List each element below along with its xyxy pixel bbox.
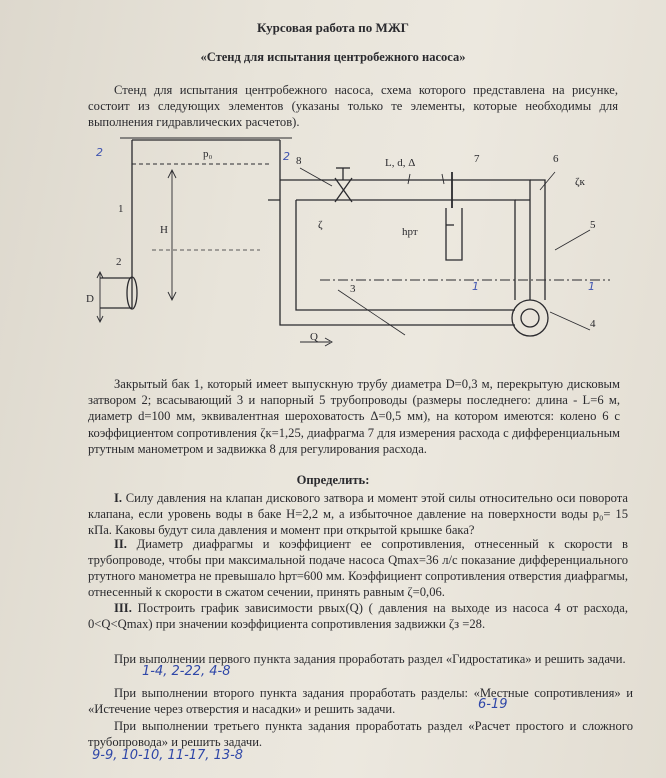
label-L: L, d, Δ (385, 157, 416, 169)
hand-axis-left: 1 (472, 280, 479, 293)
handwritten-tasks-1: 1-4, 2-22, 4-8 (142, 664, 231, 679)
question-2 (88, 536, 628, 600)
document-subtitle: «Стенд для испытания центробежного насоса» (200, 50, 466, 64)
question-2-number: II. (114, 537, 127, 551)
label-H: H (160, 224, 168, 236)
label-zeta: ζ (318, 219, 323, 231)
label-7: 7 (474, 153, 480, 165)
label-D: D (86, 293, 94, 305)
question-3 (88, 600, 628, 632)
note-3: При выполнении третьего пункта задания проработать раздел «Расчет простого и сложного трубопровода» и решить задачи. (88, 719, 633, 749)
hand-label-left: 2 (96, 146, 103, 159)
question-3-text: Построить график зависимости pвых(Q) ( давления на выходе из насоса 4 от расхода, 0<Q<Qmax) при значении коэффициента сопротивления задвижки ζз =28. (88, 601, 628, 631)
hand-axis-right: 1 (588, 280, 595, 293)
document-title: Курсовая работа по МЖГ (257, 20, 409, 35)
note-2: При выполнении второго пункта задания проработать разделы: «Местные сопротивления» и «Истечение через отверстия и насадки» и решить задачи. (88, 686, 633, 716)
manometer (446, 208, 462, 260)
question-1 (88, 490, 628, 538)
label-Q: Q (310, 331, 318, 343)
gate-valve (335, 178, 352, 202)
description-paragraph: Закрытый бак 1, который имеет выпускную трубу диаметра D=0,3 м, перекрытую дисковым затвором 2; всасывающий 3 и напорный 5 трубопроводы (размеры последнего: длина - L=6 м, диаметр d=100 мм, эквивалентная шероховатость Δ=0,5 мм), на котором имеются: колено 6 с коэффициентом сопротивления ζк=1,25, диафрагма 7 для измерения расхода с дифференциальным ртутным манометром и задвижка 8 для регулирования расхода. (88, 377, 620, 456)
tank-wall (132, 140, 280, 308)
intro-paragraph: Стенд для испытания центробежного насоса, схема которого представлена на рисунке, состоит из следующих элементов (указаны только те элементы, которые необходимы для выполнения гидравлических расчетов). (88, 83, 618, 129)
pump (512, 300, 548, 336)
label-8: 8 (296, 155, 302, 167)
handwritten-tasks-3: 9-9, 10-10, 11-17, 13-8 (92, 748, 244, 763)
note-1: При выполнении первого пункта задания проработать раздел «Гидростатика» и решить задачи. (114, 652, 626, 666)
question-2-text: Диаметр диафрагмы и коэффициент ее сопротивления, отнесенный к скорости в трубопроводе, чтобы при максимальной подаче насоса Qmax=36 л/с показание дифференциального ртутного манометра не превышало hрт=600 мм. Коэффициент сопротивления отверстия диафрагмы, отнесенный к скорости в сжатом сечении, принять равным ζ=0,06. (88, 537, 629, 599)
label-1: 1 (118, 203, 124, 215)
label-6: 6 (553, 153, 559, 165)
test-stand-diagram (0, 130, 666, 375)
label-p0: p₀ (203, 148, 213, 160)
label-2: 2 (116, 256, 122, 268)
hand-label-right: 2 (283, 150, 290, 163)
determine-heading: Определить: (296, 473, 370, 487)
question-3-number: III. (114, 601, 132, 615)
label-3: 3 (350, 283, 356, 295)
label-h-rt: hрт (402, 226, 418, 238)
question-1-number: I. (114, 491, 123, 505)
label-5: 5 (590, 219, 596, 231)
label-zeta-k: ζк (575, 176, 585, 188)
question-1-text: Силу давления на клапан дискового затвора и момент этой силы относительно оси поворота клапана, если уровень воды в баке H=2,2 м, а избыточное давление на поверхности воды p₀= 15 кПа. Каковы будут сила давления и момент при открытой крышке бака? (88, 491, 628, 537)
handwritten-tasks-2: 6-19 (478, 697, 508, 712)
pressure-pipe (280, 180, 530, 300)
label-4: 4 (590, 318, 596, 330)
